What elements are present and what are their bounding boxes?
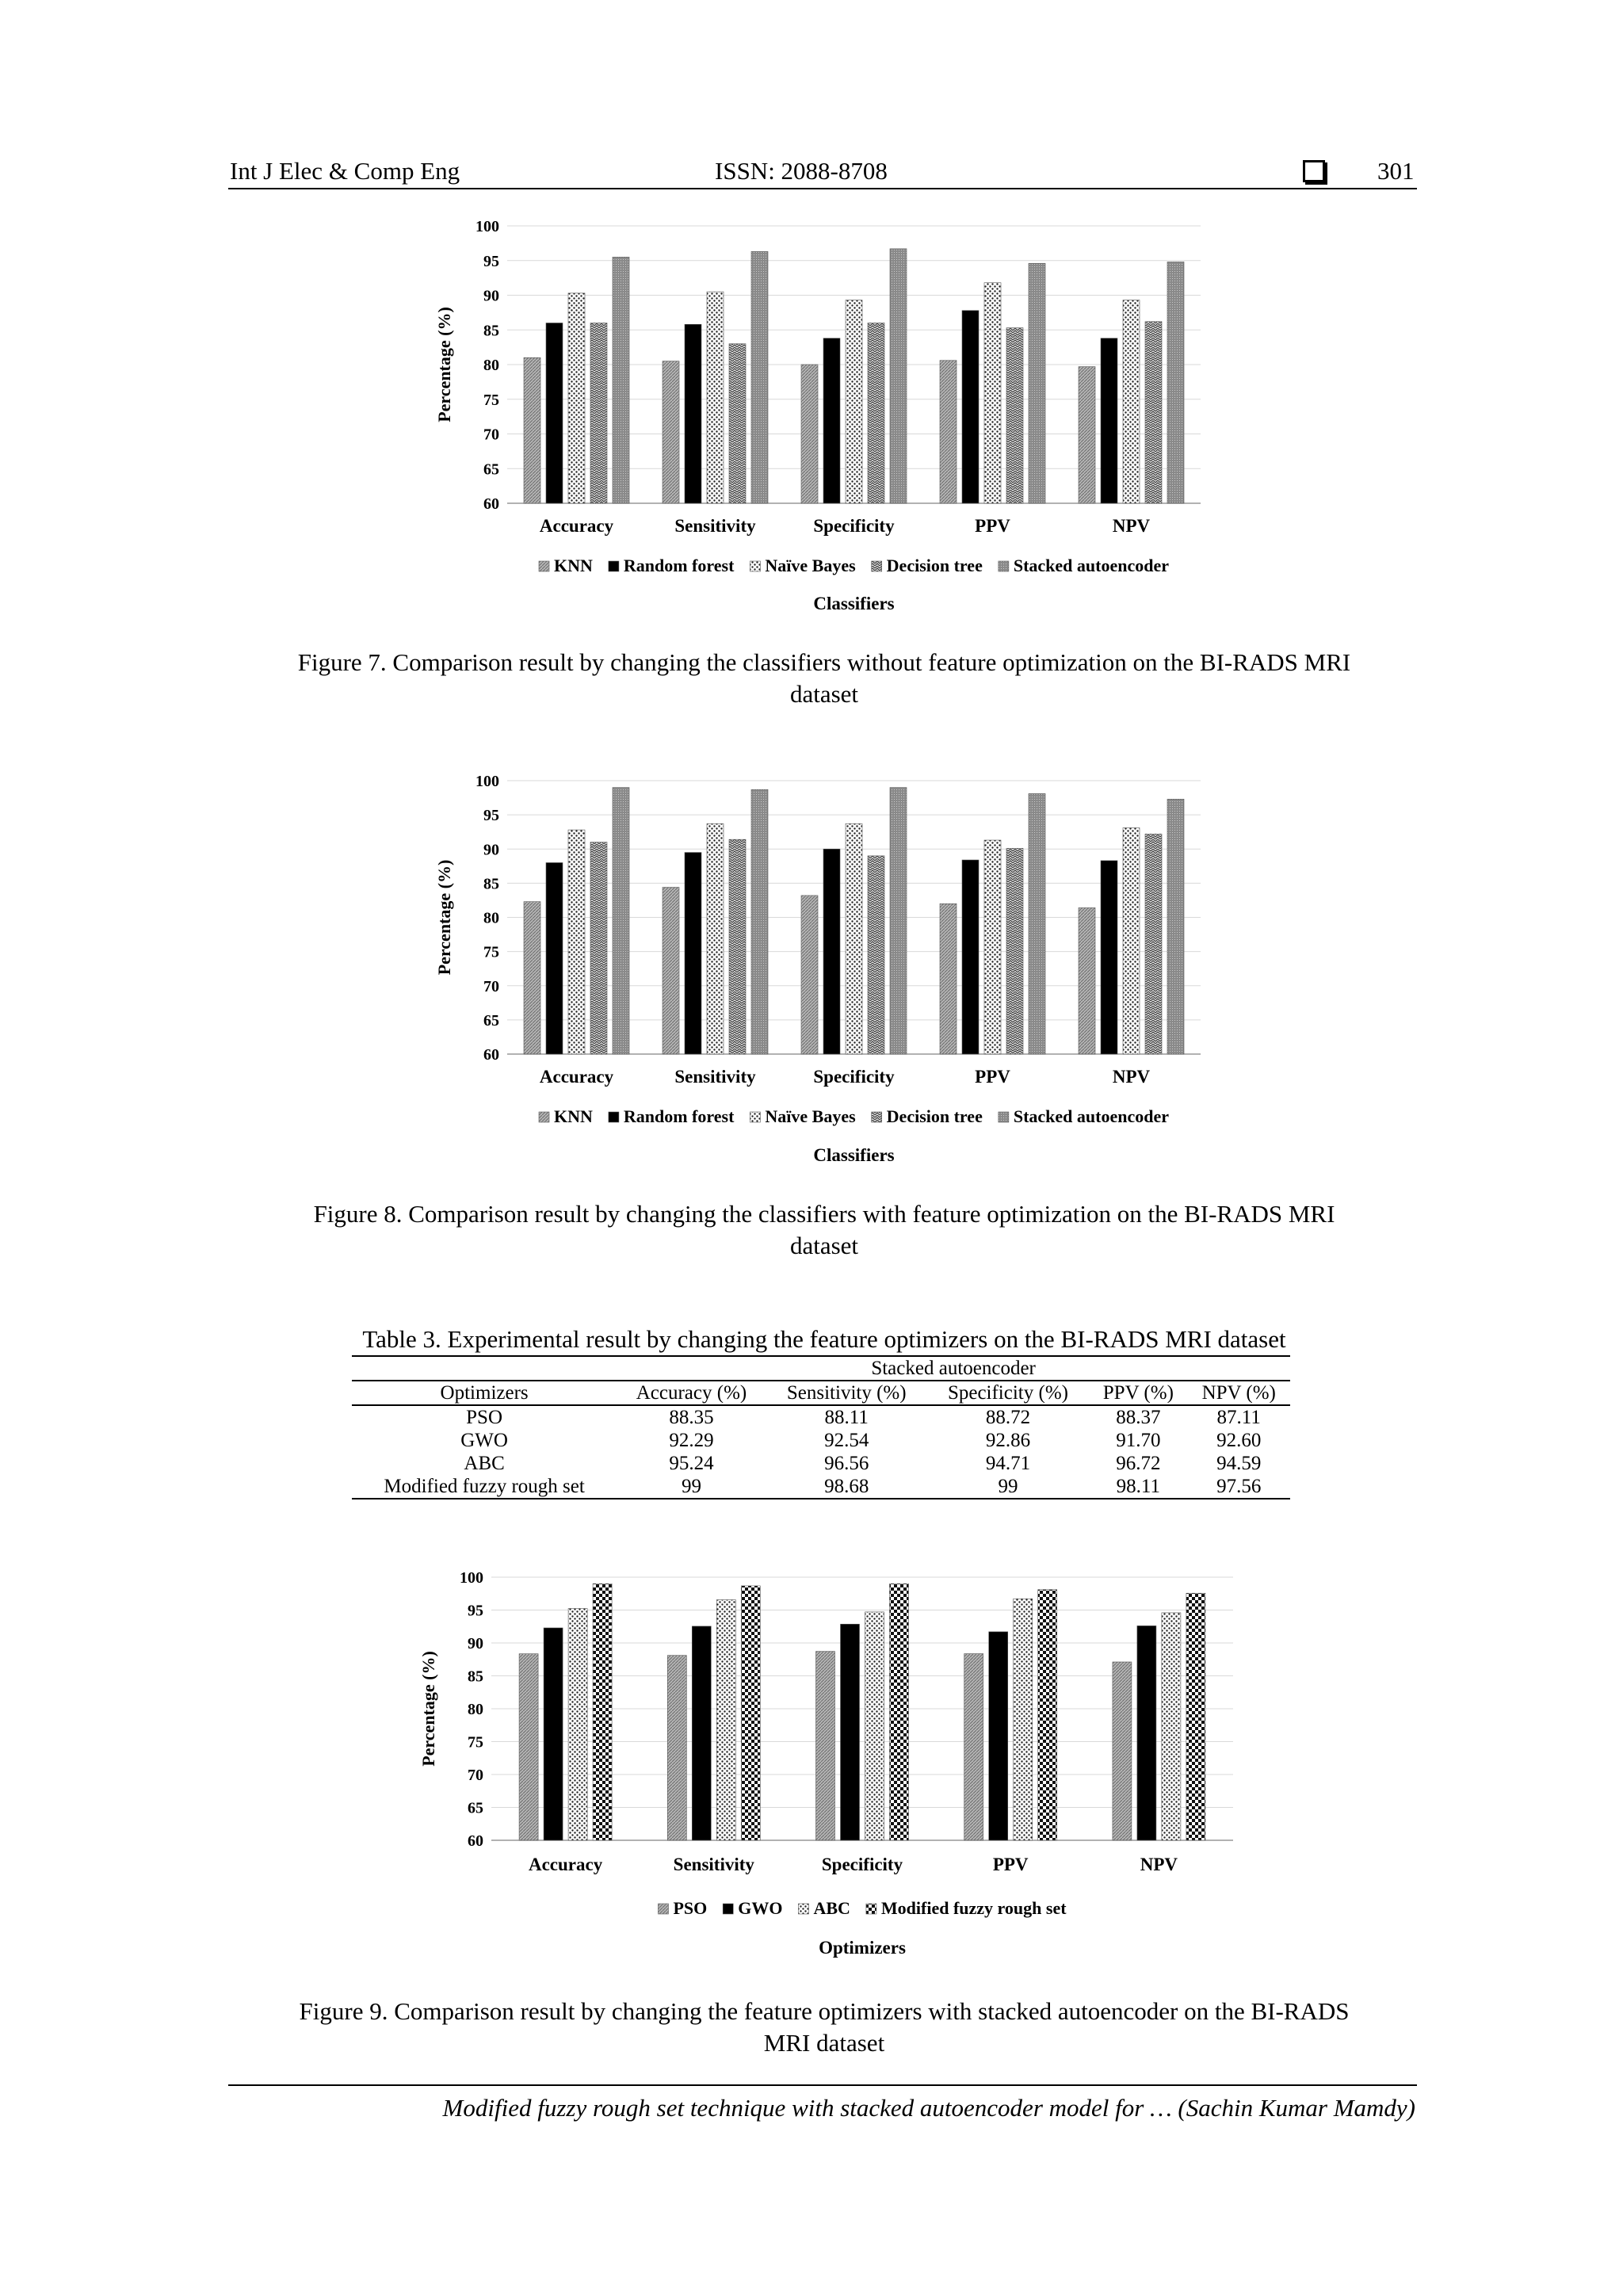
legend-swatch-na-ve-bayes bbox=[750, 561, 760, 571]
table-cell: 94.71 bbox=[985, 1453, 1031, 1474]
bar-na-ve-bayes-sensitivity bbox=[707, 292, 724, 503]
y-tick-label: 95 bbox=[483, 252, 499, 270]
y-tick-label: 85 bbox=[483, 875, 499, 893]
x-axis-title: Classifiers bbox=[813, 1145, 895, 1165]
figure-7-caption-line-1: Figure 7. Comparison result by changing the classifiers without feature optimization on the BI-RADS MRI bbox=[297, 648, 1351, 676]
table-column-header: NPV (%) bbox=[1187, 1381, 1290, 1405]
y-tick-label: 75 bbox=[468, 1733, 483, 1752]
legend-label-na-ve-bayes: Naïve Bayes bbox=[765, 1106, 856, 1126]
bar-gwo-sensitivity bbox=[692, 1626, 711, 1840]
legend-label-na-ve-bayes: Naïve Bayes bbox=[765, 556, 856, 575]
running-header-journal: Int J Elec & Comp Eng bbox=[230, 157, 460, 185]
bar-knn-accuracy bbox=[524, 357, 540, 503]
bar-na-ve-bayes-ppv bbox=[984, 840, 1001, 1054]
legend-swatch-pso bbox=[658, 1904, 668, 1914]
bar-stacked-autoencoder-npv bbox=[1167, 262, 1184, 504]
bar-decision-tree-specificity bbox=[868, 323, 884, 504]
figure-7-caption bbox=[230, 647, 1419, 710]
figure-8-caption bbox=[230, 1198, 1419, 1262]
bar-stacked-autoencoder-ppv bbox=[1029, 263, 1045, 503]
legend-label-stacked-autoencoder: Stacked autoencoder bbox=[1013, 556, 1170, 575]
figure-9-caption-line-2: MRI dataset bbox=[763, 2029, 885, 2057]
bar-random-forest-accuracy bbox=[546, 323, 563, 504]
legend-swatch-na-ve-bayes bbox=[750, 1112, 760, 1122]
figure-9-caption-line-1: Figure 9. Comparison result by changing the feature optimizers with stacked autoencoder on the BI-RADS bbox=[299, 1997, 1350, 2025]
y-tick-label: 95 bbox=[468, 1602, 483, 1620]
y-tick-label: 70 bbox=[483, 426, 499, 444]
bar-gwo-ppv bbox=[989, 1632, 1008, 1840]
x-axis-title: Classifiers bbox=[813, 594, 895, 613]
table-column-header: Sensitivity (%) bbox=[766, 1381, 927, 1405]
bar-gwo-npv bbox=[1137, 1626, 1156, 1840]
legend-label-stacked-autoencoder: Stacked autoencoder bbox=[1013, 1106, 1170, 1126]
bar-decision-tree-npv bbox=[1145, 834, 1162, 1054]
table-cell: 99 bbox=[681, 1476, 701, 1497]
bar-na-ve-bayes-accuracy bbox=[568, 293, 585, 503]
bar-modified-fuzzy-rough-set-specificity bbox=[890, 1584, 909, 1840]
y-tick-label: 60 bbox=[468, 1832, 483, 1850]
x-tick-label-sensitivity: Sensitivity bbox=[674, 516, 756, 536]
bar-gwo-accuracy bbox=[544, 1628, 563, 1840]
figure-8-caption-line-2: dataset bbox=[789, 1232, 859, 1259]
page-number: 301 bbox=[1377, 157, 1415, 185]
y-tick-label: 85 bbox=[483, 322, 499, 340]
bar-stacked-autoencoder-sensitivity bbox=[751, 251, 768, 503]
legend-swatch-random-forest bbox=[609, 1112, 619, 1122]
bar-stacked-autoencoder-specificity bbox=[890, 788, 907, 1054]
table-3-title: Table 3. Experimental result by changing the feature optimizers on the BI-RADS MRI dataset bbox=[362, 1325, 1286, 1353]
table-cell: 92.54 bbox=[824, 1430, 869, 1451]
bar-knn-specificity bbox=[801, 365, 818, 503]
table-cell: ABC bbox=[464, 1453, 505, 1474]
x-tick-label-accuracy: Accuracy bbox=[528, 1855, 603, 1874]
bar-modified-fuzzy-rough-set-accuracy bbox=[593, 1584, 612, 1840]
bar-decision-tree-npv bbox=[1145, 322, 1162, 503]
bar-abc-npv bbox=[1162, 1613, 1181, 1840]
bar-decision-tree-ppv bbox=[1006, 848, 1023, 1054]
bar-decision-tree-accuracy bbox=[590, 323, 607, 504]
legend-label-knn: KNN bbox=[554, 556, 593, 575]
legend-label-abc: ABC bbox=[813, 1898, 850, 1918]
bar-knn-sensitivity bbox=[663, 361, 679, 503]
x-tick-label-specificity: Specificity bbox=[813, 516, 895, 536]
figure-9-caption bbox=[230, 1996, 1419, 2059]
legend-label-pso: PSO bbox=[673, 1898, 708, 1918]
x-axis-title: Optimizers bbox=[819, 1938, 906, 1958]
legend-swatch-stacked-autoencoder bbox=[999, 1112, 1009, 1122]
bar-na-ve-bayes-specificity bbox=[846, 823, 862, 1054]
x-tick-label-sensitivity: Sensitivity bbox=[673, 1855, 754, 1874]
table-cell: 88.11 bbox=[824, 1407, 869, 1428]
y-tick-label: 65 bbox=[483, 1011, 499, 1030]
table-row bbox=[352, 1475, 1290, 1499]
table-cell: Modified fuzzy rough set bbox=[384, 1476, 585, 1497]
bar-random-forest-npv bbox=[1101, 338, 1117, 503]
bar-na-ve-bayes-npv bbox=[1123, 300, 1140, 503]
y-tick-label: 65 bbox=[483, 460, 499, 479]
footer-rule bbox=[228, 2084, 1417, 2086]
bar-stacked-autoencoder-ppv bbox=[1029, 793, 1045, 1054]
table-cell: 87.11 bbox=[1216, 1407, 1261, 1428]
legend-swatch-knn bbox=[539, 1112, 549, 1122]
bar-decision-tree-accuracy bbox=[590, 842, 607, 1054]
bar-decision-tree-sensitivity bbox=[729, 344, 746, 503]
bar-random-forest-accuracy bbox=[546, 863, 563, 1055]
legend-label-decision-tree: Decision tree bbox=[886, 556, 983, 575]
running-footer-title: Modified fuzzy rough set technique with stacked autoencoder model for … (Sachin Kumar Mamdy) bbox=[442, 2094, 1415, 2122]
bar-stacked-autoencoder-specificity bbox=[890, 249, 907, 503]
bar-pso-specificity bbox=[816, 1652, 835, 1840]
bar-modified-fuzzy-rough-set-sensitivity bbox=[741, 1586, 760, 1840]
bar-knn-ppv bbox=[940, 904, 957, 1054]
table-3 bbox=[352, 1355, 1290, 1499]
bar-knn-sensitivity bbox=[663, 888, 679, 1054]
bar-random-forest-npv bbox=[1101, 861, 1117, 1054]
table-cell: 96.72 bbox=[1116, 1453, 1161, 1474]
y-tick-label: 90 bbox=[483, 287, 499, 305]
legend-swatch-decision-tree bbox=[872, 1112, 882, 1122]
bar-random-forest-sensitivity bbox=[685, 324, 701, 503]
y-axis-title: Percentage (%) bbox=[434, 859, 454, 976]
y-tick-label: 85 bbox=[468, 1668, 483, 1686]
bar-decision-tree-ppv bbox=[1006, 328, 1023, 503]
x-tick-label-sensitivity: Sensitivity bbox=[674, 1067, 756, 1087]
table-span-header-blank bbox=[352, 1356, 617, 1381]
table-cell: 88.37 bbox=[1116, 1407, 1161, 1428]
x-tick-label-ppv: PPV bbox=[992, 1855, 1029, 1874]
bar-gwo-specificity bbox=[841, 1624, 860, 1840]
legend-swatch-random-forest bbox=[609, 561, 619, 571]
bar-decision-tree-specificity bbox=[868, 856, 884, 1054]
x-tick-label-ppv: PPV bbox=[975, 516, 1010, 536]
bar-random-forest-ppv bbox=[962, 860, 979, 1054]
bar-knn-npv bbox=[1079, 367, 1095, 503]
bar-stacked-autoencoder-sensitivity bbox=[751, 789, 768, 1054]
y-tick-label: 65 bbox=[468, 1799, 483, 1817]
bar-stacked-autoencoder-accuracy bbox=[613, 788, 629, 1054]
y-axis-title: Percentage (%) bbox=[418, 1651, 438, 1767]
y-tick-label: 75 bbox=[483, 943, 499, 961]
header-rule bbox=[228, 188, 1417, 189]
bar-pso-sensitivity bbox=[667, 1656, 686, 1840]
table-cell: 98.11 bbox=[1116, 1476, 1160, 1497]
x-tick-label-npv: NPV bbox=[1112, 516, 1151, 536]
table-cell: GWO bbox=[460, 1430, 508, 1451]
bar-na-ve-bayes-accuracy bbox=[568, 830, 585, 1054]
y-tick-label: 100 bbox=[475, 218, 499, 235]
bar-knn-ppv bbox=[940, 361, 957, 503]
table-column-header: Optimizers bbox=[352, 1381, 617, 1405]
table-span-header-row bbox=[352, 1356, 1290, 1381]
table-column-header: Accuracy (%) bbox=[617, 1381, 766, 1405]
bar-knn-accuracy bbox=[524, 902, 540, 1054]
bar-decision-tree-sensitivity bbox=[729, 839, 746, 1054]
table-cell: 96.56 bbox=[824, 1453, 869, 1474]
table-cell: 98.68 bbox=[824, 1476, 869, 1497]
y-tick-label: 70 bbox=[483, 977, 499, 995]
bar-random-forest-ppv bbox=[962, 311, 979, 503]
x-tick-label-specificity: Specificity bbox=[813, 1067, 895, 1087]
figure-7-bar-chart bbox=[428, 214, 1244, 634]
table-cell: 99 bbox=[998, 1476, 1018, 1497]
bar-stacked-autoencoder-accuracy bbox=[613, 257, 629, 503]
figure-8-bar-chart bbox=[428, 773, 1244, 1193]
y-tick-label: 75 bbox=[483, 391, 499, 409]
table-row bbox=[352, 1429, 1290, 1452]
bar-abc-sensitivity bbox=[716, 1600, 735, 1840]
x-tick-label-ppv: PPV bbox=[975, 1067, 1010, 1087]
figure-8-caption-line-1: Figure 8. Comparison result by changing the classifiers with feature optimization on the BI-RADS MRI bbox=[313, 1200, 1335, 1228]
figure-9-bar-chart bbox=[412, 1565, 1268, 1985]
x-tick-label-npv: NPV bbox=[1140, 1855, 1178, 1874]
table-cell: 97.56 bbox=[1216, 1476, 1262, 1497]
y-tick-label: 90 bbox=[468, 1635, 483, 1652]
bar-random-forest-specificity bbox=[823, 849, 840, 1054]
legend-label-modified-fuzzy-rough-set: Modified fuzzy rough set bbox=[880, 1898, 1067, 1918]
bar-knn-npv bbox=[1079, 907, 1095, 1054]
y-tick-label: 100 bbox=[460, 1569, 483, 1587]
table-column-header-row bbox=[352, 1381, 1290, 1405]
legend-swatch-stacked-autoencoder bbox=[999, 561, 1009, 571]
bar-pso-accuracy bbox=[519, 1654, 538, 1840]
bar-stacked-autoencoder-npv bbox=[1167, 799, 1184, 1054]
legend-swatch-modified-fuzzy-rough-set bbox=[866, 1904, 876, 1914]
table-cell: 92.60 bbox=[1216, 1430, 1262, 1451]
bar-modified-fuzzy-rough-set-ppv bbox=[1038, 1590, 1057, 1840]
bar-random-forest-sensitivity bbox=[685, 853, 701, 1054]
table-column-header: PPV (%) bbox=[1089, 1381, 1187, 1405]
bar-pso-ppv bbox=[964, 1654, 983, 1840]
y-tick-label: 60 bbox=[483, 495, 499, 513]
bar-na-ve-bayes-npv bbox=[1123, 828, 1140, 1054]
table-row bbox=[352, 1452, 1290, 1475]
legend-swatch-knn bbox=[539, 561, 549, 571]
x-tick-label-accuracy: Accuracy bbox=[539, 516, 614, 536]
y-tick-label: 60 bbox=[483, 1046, 499, 1064]
legend-label-decision-tree: Decision tree bbox=[886, 1106, 983, 1126]
bar-knn-specificity bbox=[801, 896, 818, 1054]
figure-7-caption-line-2: dataset bbox=[789, 680, 859, 708]
legend-swatch-decision-tree bbox=[872, 561, 882, 571]
y-tick-label: 95 bbox=[483, 807, 499, 825]
legend-label-random-forest: Random forest bbox=[623, 1106, 735, 1126]
bar-abc-accuracy bbox=[568, 1609, 587, 1840]
table-cell: 88.35 bbox=[669, 1407, 714, 1428]
legend-label-random-forest: Random forest bbox=[623, 556, 735, 575]
legend-label-gwo: GWO bbox=[738, 1898, 783, 1918]
y-tick-label: 70 bbox=[468, 1767, 483, 1784]
square-bullet-icon bbox=[1303, 160, 1325, 182]
legend-swatch-gwo bbox=[723, 1904, 733, 1914]
bar-pso-npv bbox=[1113, 1662, 1132, 1840]
bar-na-ve-bayes-sensitivity bbox=[707, 823, 724, 1054]
table-column-header: Specificity (%) bbox=[927, 1381, 1090, 1405]
table-cell: 92.29 bbox=[669, 1430, 714, 1451]
table-cell: 92.86 bbox=[985, 1430, 1031, 1451]
bar-na-ve-bayes-ppv bbox=[984, 283, 1001, 503]
table-row bbox=[352, 1405, 1290, 1429]
y-tick-label: 80 bbox=[483, 909, 499, 927]
table-cell: 91.70 bbox=[1116, 1430, 1161, 1451]
y-tick-label: 100 bbox=[475, 773, 499, 790]
bar-na-ve-bayes-specificity bbox=[846, 300, 862, 503]
table-cell: PSO bbox=[466, 1407, 503, 1428]
bar-modified-fuzzy-rough-set-npv bbox=[1186, 1593, 1205, 1840]
legend-swatch-abc bbox=[798, 1904, 808, 1914]
table-span-header: Stacked autoencoder bbox=[617, 1356, 1290, 1381]
table-cell: 88.72 bbox=[985, 1407, 1031, 1428]
bar-random-forest-specificity bbox=[823, 338, 840, 503]
legend-label-knn: KNN bbox=[554, 1106, 593, 1126]
table-cell: 95.24 bbox=[669, 1453, 714, 1474]
running-header-issn: ISSN: 2088-8708 bbox=[715, 157, 888, 185]
table-cell: 94.59 bbox=[1216, 1453, 1262, 1474]
x-tick-label-specificity: Specificity bbox=[821, 1855, 903, 1874]
y-tick-label: 80 bbox=[483, 357, 499, 374]
x-tick-label-npv: NPV bbox=[1112, 1067, 1151, 1087]
bar-abc-ppv bbox=[1014, 1599, 1033, 1840]
bar-abc-specificity bbox=[865, 1612, 884, 1840]
x-tick-label-accuracy: Accuracy bbox=[539, 1067, 614, 1087]
y-tick-label: 90 bbox=[483, 841, 499, 859]
y-axis-title: Percentage (%) bbox=[434, 307, 454, 422]
y-tick-label: 80 bbox=[468, 1701, 483, 1718]
